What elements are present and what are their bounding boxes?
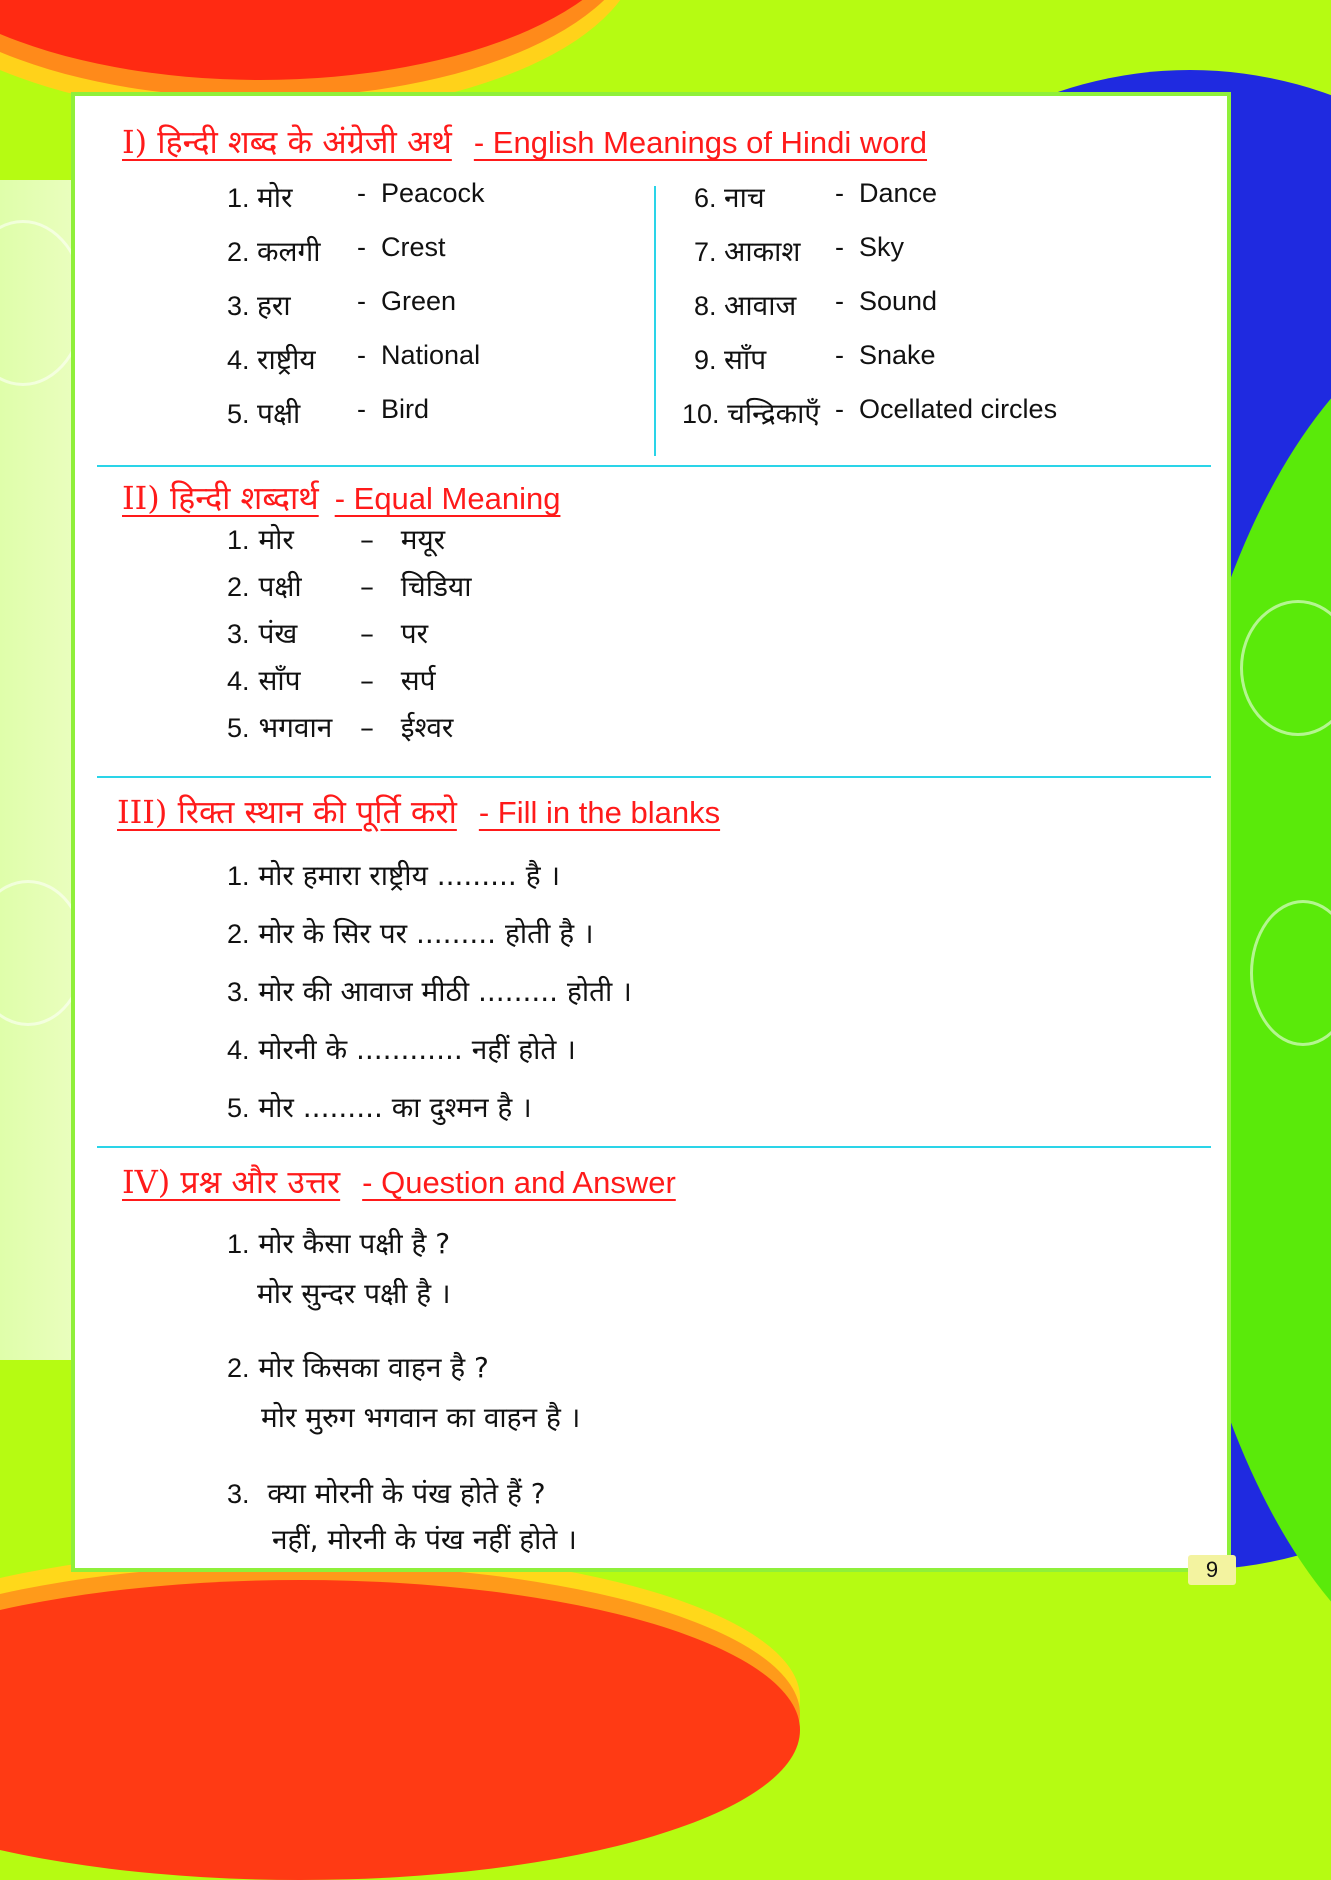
section-divider [97,465,1211,467]
list-item: 5. मोर ......... का दुश्मन है । [227,1091,532,1124]
list-item: 10. चन्द्रिकाएँ [682,397,820,430]
list-item: 6. नाच [694,181,765,214]
section3-heading [117,790,720,833]
list-item: 3. पंख [227,617,298,650]
answer: नहीं, मोरनी के पंख नहीं होते । [272,1523,577,1556]
item-number: 5. [227,399,250,429]
synonym: – सर्प [360,664,436,697]
list-item [227,286,291,324]
list-item: 4. मोरनी के ............ नहीं होते । [227,1033,576,1066]
synonym: – पर [360,617,429,650]
section2-heading-english: - Equal Meaning [334,481,561,516]
english-meaning: - Sound [835,286,938,316]
section-divider [97,1146,1211,1148]
synonym: – चिडिया [360,570,472,603]
list-item: 1. मोर [227,523,294,556]
synonym: – मयूर [360,523,446,556]
item-number: 3. [227,291,250,321]
section1-heading-hindi: I) हिन्दी शब्द के अंग्रेजी अर्थ [122,123,452,161]
list-item: 1. मोर हमारा राष्ट्रीय ......... है । [227,859,561,892]
list-item: 2. मोर के सिर पर ......... होती है । [227,917,594,950]
english-meaning: - Bird [357,394,430,424]
list-item: 3. मोर की आवाज मीठी ......... होती । [227,975,632,1008]
section1-heading [122,120,927,163]
hindi-word: पक्षी [257,397,301,430]
list-item [227,232,321,270]
list-item: 9. साँप [694,343,767,376]
section1-heading-english: - English Meanings of Hindi word [473,125,928,160]
column-divider [654,186,656,456]
english-meaning: - Sky [835,232,905,262]
page-number: 9 [1188,1555,1236,1585]
list-item: 7. आकाश [694,235,801,268]
section-divider [97,776,1211,778]
answer: मोर मुरुग भगवान का वाहन है । [261,1401,581,1434]
background-bottom-arc [0,1580,800,1880]
section2-heading-hindi: II) हिन्दी शब्दार्थ [122,479,319,517]
hindi-word: मोर [257,181,293,214]
synonym: – ईश्वर [360,711,454,744]
question: 1. मोर कैसा पक्षी है ? [227,1227,451,1260]
section4-heading-hindi: IV) प्रश्न और उत्तर [122,1163,341,1201]
section4-heading [122,1160,676,1203]
english-meaning: - Dance [835,178,938,208]
hindi-word: राष्ट्रीय [257,343,316,376]
item-number: 4. [227,345,250,375]
worksheet-panel [71,92,1231,1572]
list-item: 4. साँप [227,664,301,697]
question: 2. मोर किसका वाहन है ? [227,1351,489,1384]
section3-heading-english: - Fill in the blanks [478,795,721,830]
section4-heading-english: - Question and Answer [362,1165,676,1200]
english-meaning: - Green [357,286,457,316]
list-item: 2. पक्षी [227,570,302,603]
question: 3. क्या मोरनी के पंख होते हैं ? [227,1477,546,1510]
english-meaning: - Peacock [357,178,485,208]
list-item [227,178,293,216]
section3-heading-hindi: III) रिक्त स्थान की पूर्ति करो [117,793,457,831]
list-item: 8. आवाज [694,289,797,322]
answer: मोर सुन्दर पक्षी है । [257,1277,451,1310]
item-number: 1. [227,183,250,213]
item-number: 2. [227,237,250,267]
list-item [227,340,316,378]
hindi-word: हरा [257,289,291,322]
english-meaning: - National [357,340,481,370]
section2-heading [122,476,560,519]
english-meaning: - Snake [835,340,936,370]
list-item: 5. भगवान [227,711,333,744]
english-meaning: - Crest [357,232,446,262]
list-item [227,394,300,432]
background-top-arc [0,0,640,80]
hindi-word: कलगी [257,235,321,268]
english-meaning: - Ocellated circles [835,394,1058,424]
